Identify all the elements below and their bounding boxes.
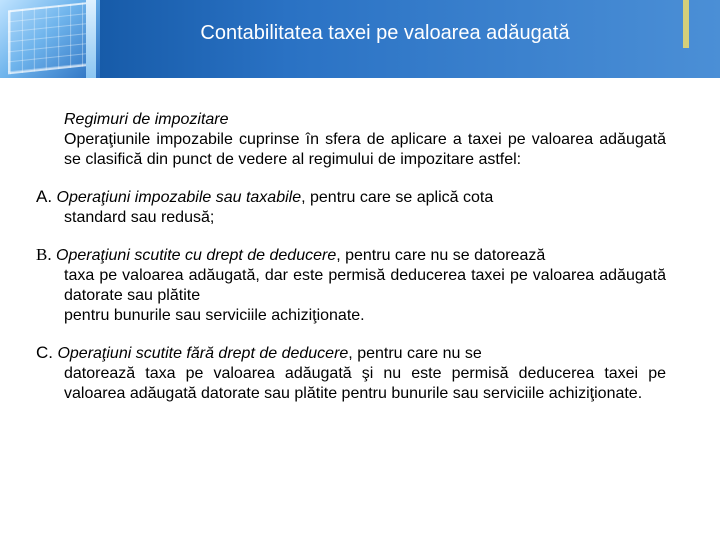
slide-title: Contabilitatea taxei pe valoarea adăugată — [200, 22, 570, 44]
slide-header — [0, 0, 720, 78]
item-letter: A. — [36, 187, 53, 206]
item-line1-rest: , pentru care nu se — [348, 345, 482, 362]
header-accent-bar — [683, 0, 689, 48]
item-letter: B. — [36, 245, 52, 264]
list-item-a — [36, 187, 666, 228]
intro-text: Operaţiunile impozabile cuprinse în sfera de aplicare a taxei pe valoarea adăugată se clasifică din punct de vedere al regimului de impozitare astfel: — [64, 131, 666, 168]
computer-screen-logo-icon — [0, 0, 100, 78]
item-line1-rest: , pentru care nu se datorează — [336, 247, 546, 264]
list-item-b — [36, 245, 666, 326]
list-item-c — [36, 343, 666, 404]
item-rest: taxa pe valoarea adăugată, dar este permisă deducerea taxei pe valoarea adăugată datorate sau plătite — [64, 267, 666, 304]
item-term: Operaţiuni scutite fără drept de deducere — [57, 345, 349, 362]
intro-heading: Regimuri de impozitare — [64, 111, 229, 128]
item-rest-2: pentru bunurile sau serviciile achiziţionate. — [64, 307, 365, 324]
slide-content — [36, 110, 666, 404]
item-rest: datorează taxa pe valoarea adăugată şi nu este permisă deducerea taxei pe valoarea adăugată datorate sau plătite pentru bunurile sau serviciile achiziţionate. — [64, 365, 666, 402]
item-term: Operaţiuni impozabile sau taxabile — [56, 189, 302, 206]
item-line1-rest: , pentru care se aplică cota — [301, 189, 494, 206]
item-letter: C. — [36, 343, 53, 362]
item-term: Operaţiuni scutite cu drept de deducere — [56, 247, 337, 264]
item-rest: standard sau redusă; — [64, 209, 215, 226]
